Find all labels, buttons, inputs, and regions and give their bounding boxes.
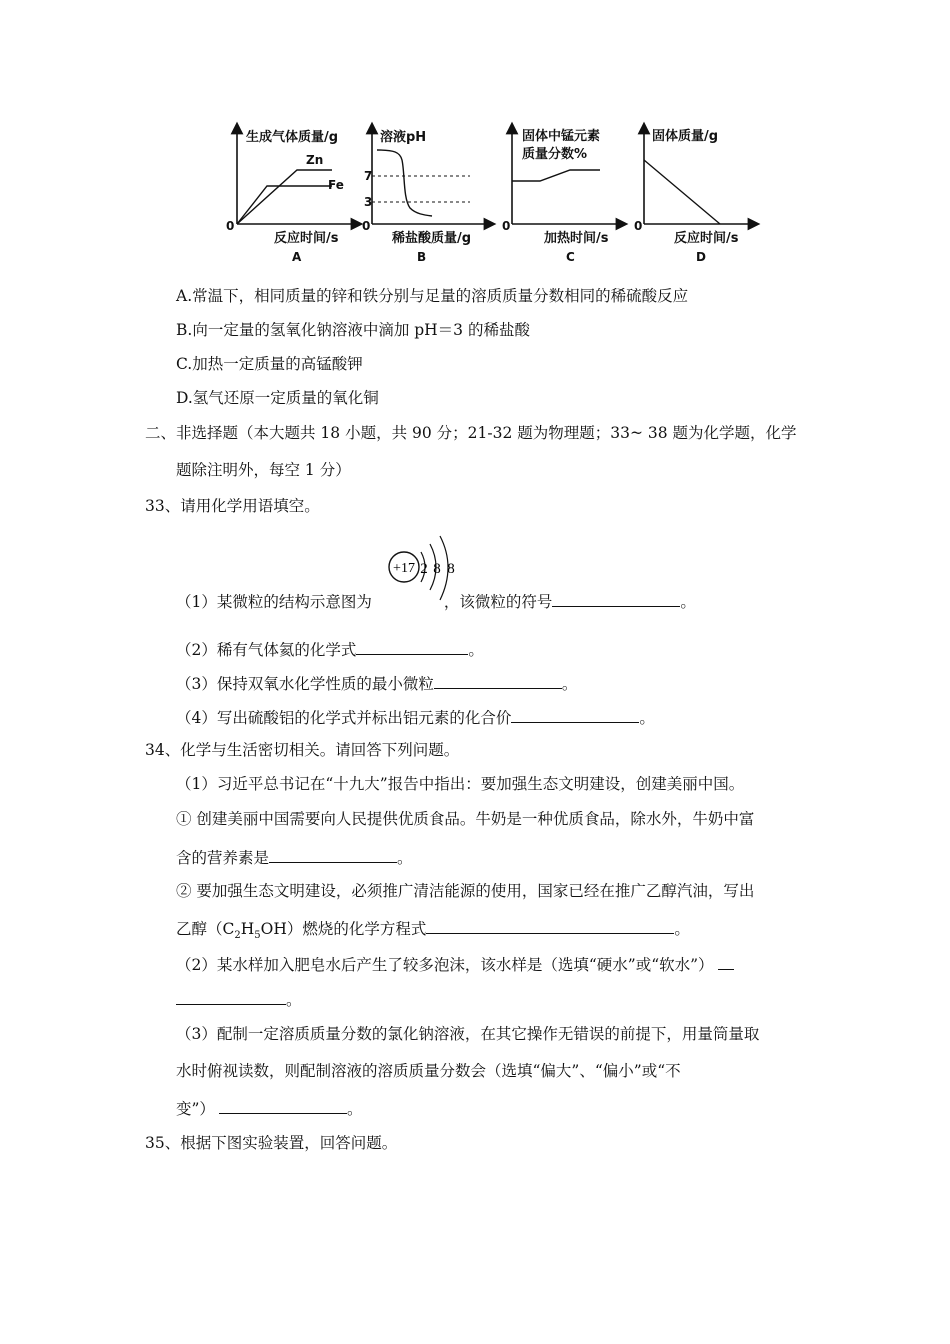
q33-part3-answer-blank[interactable]	[434, 672, 562, 689]
q34-part1b-line1: ② 要加强生态文明建设，必须推广清洁能源的使用，国家已经在推广乙醇汽油，写出	[176, 882, 755, 900]
graph-d-origin: 0	[634, 219, 643, 233]
q34-part3-answer-blank[interactable]	[219, 1097, 347, 1114]
q35-title: 35、根据下图实验装置，回答问题。	[145, 1134, 398, 1152]
q33-part1-text-before: （1）某微粒的结构示意图为	[176, 593, 372, 611]
q34-formula-sub-1: 2	[234, 930, 241, 942]
option-c: C.加热一定质量的高锰酸钾	[176, 355, 363, 373]
graph-a-origin: 0	[226, 219, 235, 233]
graph-c-letter: C	[566, 250, 575, 264]
q33-part4-end: 。	[639, 709, 655, 727]
graph-a	[226, 128, 357, 264]
q34-part3-text: 变”）	[176, 1100, 215, 1118]
graph-c-ylabel-line1: 固体中锰元素	[522, 129, 601, 144]
graph-b-letter: B	[417, 250, 427, 264]
section2-heading-line1: 二、非选择题（本大题共 18 小题，共 90 分；21-32 题为物理题；33~ 38 题为化学题，化学	[145, 424, 797, 442]
option-d: D.氢气还原一定质量的氧化铜	[176, 389, 379, 407]
graph-d-ylabel: 固体质量/g	[652, 129, 719, 144]
q33-part1-end: 。	[680, 593, 696, 611]
graph-b-ylabel: 溶液pH	[380, 130, 427, 145]
shell-electrons-2: 8	[433, 561, 441, 577]
graph-c-line	[512, 170, 600, 181]
graph-a-letter: A	[292, 250, 302, 264]
q34-part1: （1）习近平总书记在“十九大”报告中指出：要加强生态文明建设，创建美丽中国。	[176, 775, 745, 793]
q34-part2-answer-blank-start[interactable]	[718, 953, 734, 970]
q34-formula-part-c: OH）燃烧的化学方程式	[260, 920, 427, 938]
q34-part3-line1: （3）配制一定溶质质量分数的氯化钠溶液，在其它操作无错误的前提下，用量筒量取	[176, 1025, 760, 1043]
q34-part1b-line2	[176, 917, 690, 946]
q33-part2-answer-blank[interactable]	[356, 638, 468, 655]
q34-part1a-text: 含的营养素是	[176, 849, 270, 867]
q34-part1a-line2	[176, 846, 413, 868]
q33-part4-text: （4）写出硫酸铝的化学式并标出铝元素的化合价	[176, 709, 512, 727]
graph-d-line	[644, 160, 720, 224]
q34-part3-line2: 水时俯视读数，则配制溶液的溶质质量分数会（选填“偏大”、“偏小”或“不	[176, 1062, 681, 1080]
q33-part2	[176, 638, 484, 660]
q34-part2-answer-blank[interactable]	[176, 988, 286, 1005]
graph-a-series-zn: Zn	[306, 153, 324, 167]
graph-b-xlabel: 稀盐酸质量/g	[392, 231, 472, 246]
graph-b-origin: 0	[362, 219, 371, 233]
q33-part1-text-after: ，该微粒的符号	[443, 593, 553, 611]
q34-part2-text: （2）某水样加入肥皂水后产生了较多泡沫，该水样是（选填“硬水”或“软水”）	[176, 956, 714, 974]
graph-a-series-fe: Fe	[328, 178, 344, 192]
q33-part2-text: （2）稀有气体氦的化学式	[176, 641, 357, 659]
q33-part3	[176, 672, 577, 694]
graph-d	[634, 128, 754, 264]
graph-figures	[222, 118, 762, 268]
graph-b-ph-curve	[377, 150, 432, 216]
q34-part2-end: 。	[286, 991, 302, 1009]
q34-part1b-answer-blank[interactable]	[426, 917, 674, 934]
q34-part2-line2	[176, 988, 302, 1010]
q33-part4	[176, 706, 655, 728]
q34-title: 34、化学与生活密切相关。请回答下列问题。	[145, 741, 460, 759]
graph-c-xlabel: 加热时间/s	[544, 231, 609, 246]
graph-a-fe-line	[237, 186, 332, 224]
graph-b-tick-3: 3	[364, 195, 373, 209]
q34-part1b-end: 。	[674, 920, 690, 938]
shell-electrons-3: 8	[447, 561, 455, 577]
q33-part1-answer-blank[interactable]	[552, 590, 680, 607]
q33-part3-text: （3）保持双氧水化学性质的最小微粒	[176, 675, 434, 693]
q34-part1a-line1: ① 创建美丽中国需要向人民提供优质食品。牛奶是一种优质食品，除水外，牛奶中富	[176, 810, 755, 828]
graph-c-ylabel-line2: 质量分数%	[522, 147, 588, 162]
graphs-svg	[222, 118, 762, 268]
section2-heading-line2: 题除注明外，每空 1 分）	[176, 461, 351, 479]
graph-a-zn-line	[237, 170, 332, 224]
q34-formula-part-b: H	[240, 920, 255, 938]
option-a: A.常温下，相同质量的锌和铁分别与足量的溶质质量分数相同的稀硫酸反应	[176, 287, 689, 305]
graph-c-origin: 0	[502, 219, 511, 233]
graph-b-tick-7: 7	[364, 169, 373, 183]
graph-b	[362, 128, 490, 264]
q34-formula-part-a: 乙醇（C	[176, 920, 235, 938]
shell-electrons-1: 2	[420, 561, 428, 577]
q33-part4-answer-blank[interactable]	[511, 706, 639, 723]
option-b: B.向一定量的氢氧化钠溶液中滴加 pH＝3 的稀盐酸	[176, 321, 530, 339]
graph-a-xlabel: 反应时间/s	[274, 231, 339, 246]
q33-part2-end: 。	[468, 641, 484, 659]
graph-a-ylabel: 生成气体质量/g	[246, 130, 339, 145]
q34-part1a-end: 。	[397, 849, 413, 867]
graph-c	[502, 128, 622, 264]
q33-part3-end: 。	[561, 675, 578, 693]
graph-d-xlabel: 反应时间/s	[674, 231, 739, 246]
nucleus-charge: +17	[393, 561, 415, 576]
q33-title: 33、请用化学用语填空。	[145, 497, 320, 515]
q34-part1a-answer-blank[interactable]	[269, 846, 397, 863]
q34-formula-sub-2: 5	[254, 930, 261, 942]
q34-part2-line1	[176, 953, 734, 975]
q33-part1	[176, 590, 696, 612]
q34-part3-line3	[176, 1097, 362, 1119]
q34-part3-end: 。	[346, 1100, 363, 1118]
graph-d-letter: D	[696, 250, 706, 264]
